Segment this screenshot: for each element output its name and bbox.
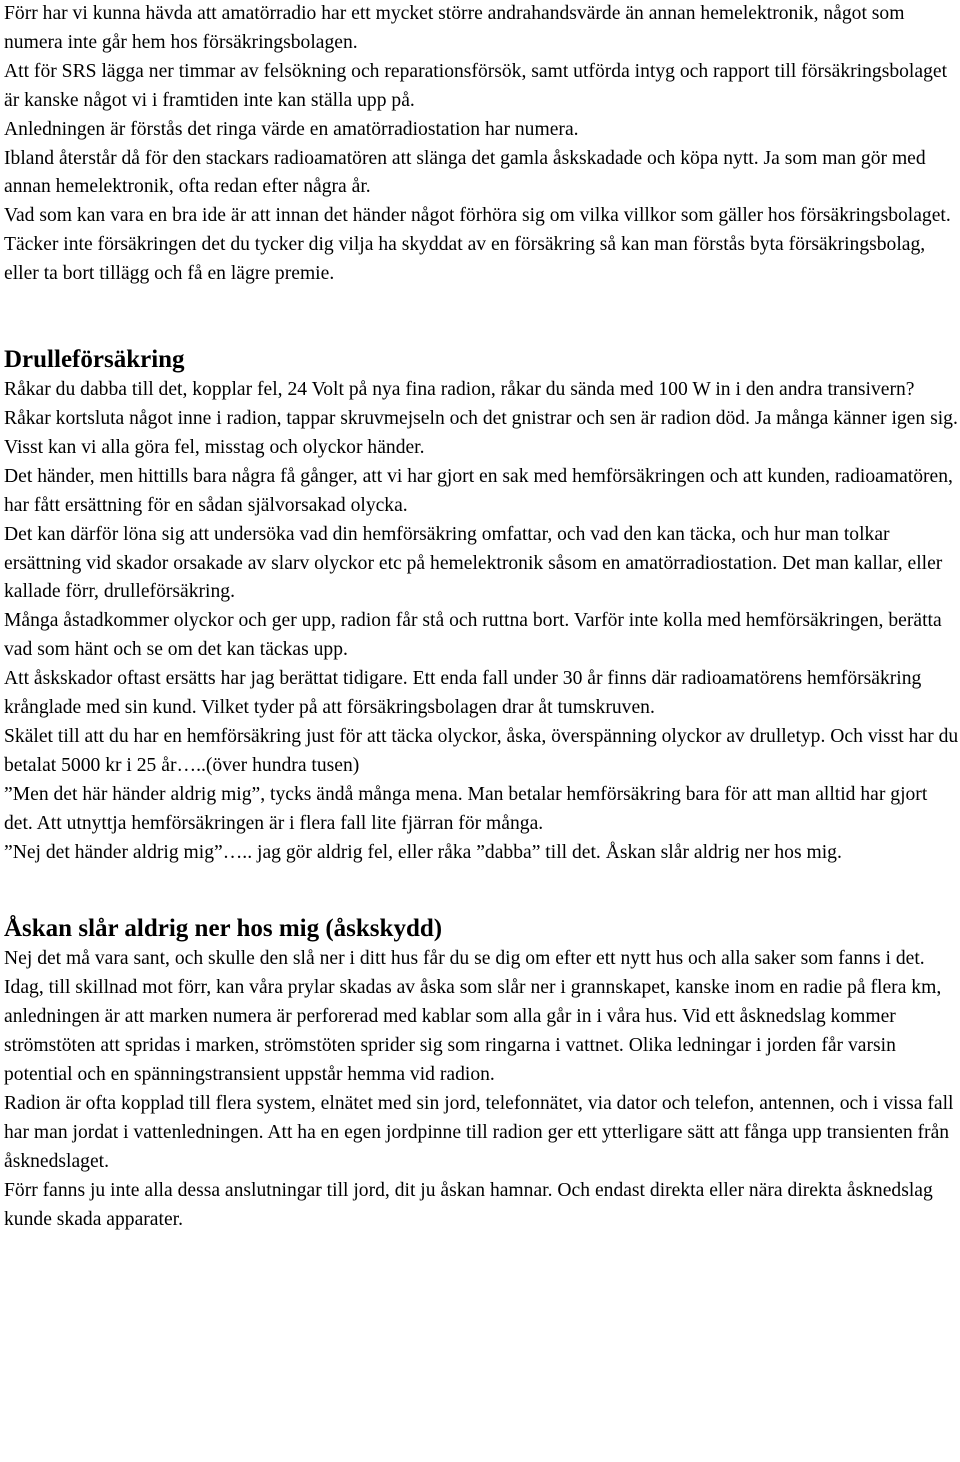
paragraph: Förr har vi kunna hävda att amatörradio har ett mycket större andrahandsvärde än annan hemelektronik, något som numera inte går hem hos försäkringsbolagen. [4, 3, 905, 53]
paragraph: ”Men det här händer aldrig mig”, tycks ändå många mena. Man betalar hemförsäkring bara för att man alltid har gjort det. Att utnyttja hemförsäkringen är i flera fall lite fjärran för många. [4, 783, 928, 834]
paragraph: Idag, till skillnad mot förr, kan våra prylar skadas av åska som slår ner i grannskapet, kanske inom en radie på flera km, anledningen är att marken numera är perforerad med kablar som alla går in i våra hus. Vid ett åsknedslag kommer strömstöten att spridas i marken, strömstöten sprider sig som ringarna i vattnet. Olika ledningar i jorden får varsin potential och en spänningstransient uppstår hemma vid radion. [4, 977, 942, 1086]
section-spacer [4, 867, 959, 913]
paragraph: Ibland återstår då för den stackars radioamatören att slänga det gamla åskskadade och köpa nytt. Ja som man gör med annan hemelektronik, ofta redan efter några år. [4, 147, 926, 198]
paragraph: Förr fanns ju inte alla dessa anslutningar till jord, dit ju åskan hamnar. Och endast direkta eller nära direkta åsknedslag kunde skada apparater. [4, 1179, 933, 1230]
paragraph: Många åstadkommer olyckor och ger upp, radion får stå och ruttna bort. Varför inte kolla med hemförsäkringen, berätta vad som hänt och se om det kan täckas upp. [4, 610, 942, 661]
intro-section [4, 0, 959, 289]
section-spacer [4, 289, 959, 349]
paragraph: Att för SRS lägga ner timmar av felsökning och reparationsförsök, samt utförda intyg och rapport till försäkringsbolaget är kanske något vi i framtiden inte kan ställa upp på. [4, 60, 948, 111]
paragraph: Nej det må vara sant, och skulle den slå ner i ditt hus får du se dig om efter ett nytt hus och alla saker som fanns i det. [4, 948, 925, 970]
paragraph: Skälet till att du har en hemförsäkring just för att täcka olyckor, åska, överspänning olyckor av drulletyp. Och visst har du betalat 5000 kr i 25 år…..(över hundra tusen) [4, 725, 959, 776]
section-heading: Åskan slår aldrig ner hos mig (åskskydd) [4, 915, 443, 943]
section-heading: Drulleförsäkring [4, 346, 185, 374]
paragraph: ”Nej det händer aldrig mig”….. jag gör aldrig fel, eller råka ”dabba” till det. Åskan slår aldrig ner hos mig. [4, 841, 842, 863]
paragraph: Vad som kan vara en bra ide är att innan det händer något förhöra sig om vilka villkor som gäller hos försäkringsbolaget. Täcker inte försäkringen det du tycker dig vilja ha skyddat av en försäkring så kan man förstås byta försäkringsbolag, eller ta bort tillägg och få en lägre premie. [4, 205, 951, 285]
askskydd-section [4, 913, 959, 1234]
paragraph: Det kan därför löna sig att undersöka vad din hemförsäkring omfattar, och vad den kan täcka, och hur man tolkar ersättning vid skador orsakade av slarv olyckor etc på hemelektronik såsom en amatörradiostation. Det man kallar, eller kallade förr, drulleförsäkring. [4, 523, 943, 603]
document-page [4, 0, 959, 1235]
paragraph: Att åskskador oftast ersätts har jag berättat tidigare. Ett enda fall under 30 år finns där radioamatörens hemförsäkring krånglade med sin kund. Vilket tyder på att försäkringsbolagen drar åt tumskruven. [4, 668, 922, 719]
paragraph: Det händer, men hittills bara några få gånger, att vi har gjort en sak med hemförsäkringen och att kunden, radioamatören, har fått ersättning för en sådan självorsakad olycka. [4, 465, 953, 516]
drulleforsakring-section [4, 344, 959, 867]
paragraph: Råkar du dabba till det, kopplar fel, 24 Volt på nya fina radion, råkar du sända med 100 W in i den andra transivern? Råkar kortsluta något inne i radion, tappar skruvmejseln och det gnistrar och sen är radion död. Ja många känner igen sig. Visst kan vi alla göra fel, misstag och olyckor händer. [4, 379, 958, 458]
paragraph: Radion är ofta kopplad till flera system, elnätet med sin jord, telefonnätet, via dator och telefon, antennen, och i vissa fall har man jordat i vattenledningen. Att ha en egen jordpinne till radion ger ett ytterligare sätt att fånga upp transienten från åsknedslaget. [4, 1093, 954, 1172]
paragraph: Anledningen är förstås det ringa värde en amatörradiostation har numera. [4, 118, 579, 140]
